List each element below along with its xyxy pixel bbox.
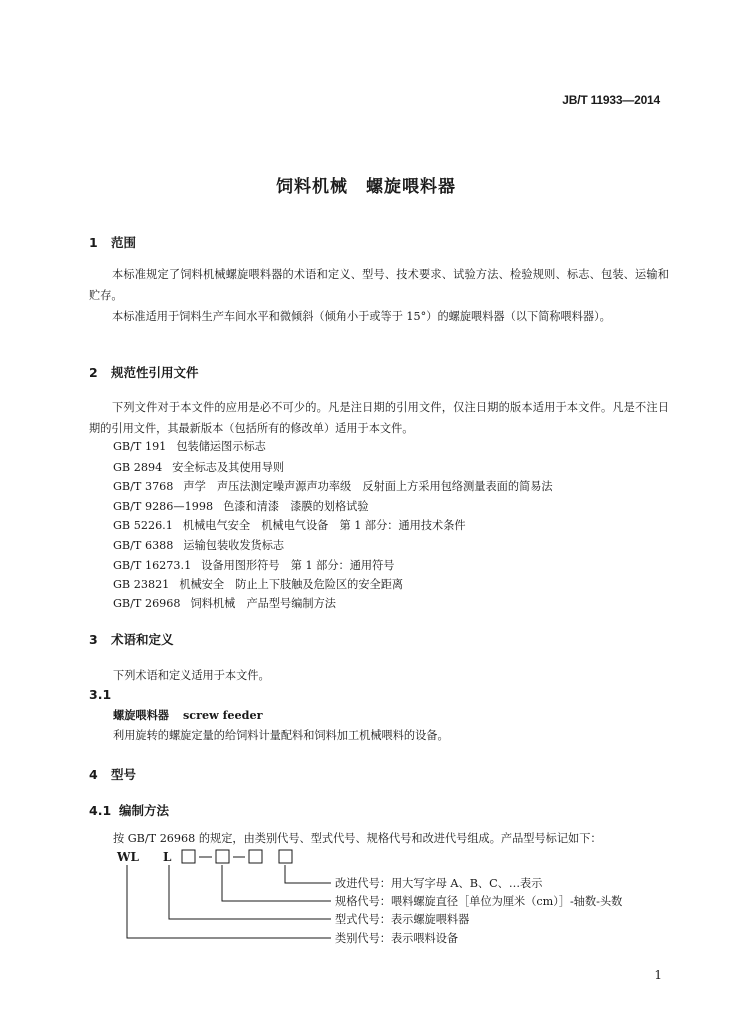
reference-item bbox=[113, 478, 553, 494]
reference-item bbox=[113, 576, 403, 592]
section-1-title: 范围 bbox=[111, 235, 137, 250]
leader-improvement bbox=[285, 865, 331, 883]
label-spec-code: 规格代号：喂料螺旋直径［单位为厘米（cm）］-轴数-头数 bbox=[335, 895, 623, 908]
reference-code: GB/T 6388 bbox=[113, 539, 174, 552]
section-4-heading bbox=[89, 765, 136, 783]
spec-box-3 bbox=[249, 850, 262, 863]
reference-title: 声学 声压法测定噪声源声功率级 反射面上方采用包络测量表面的简易法 bbox=[183, 480, 553, 493]
section-1-paragraph-1: 本标准规定了饲料机械螺旋喂料器的术语和定义、型号、技术要求、试验方法、检验规则、标志、包装、运输和贮存。 bbox=[89, 268, 669, 302]
label-improvement-code: 改进代号：用大写字母 A、B、C、…表示 bbox=[335, 877, 543, 890]
section-4-number: 4 bbox=[89, 767, 98, 782]
reference-item bbox=[113, 498, 369, 514]
clause-3-1-number: 3.1 bbox=[89, 687, 112, 702]
section-3-title: 术语和定义 bbox=[111, 632, 174, 647]
reference-code: GB/T 3768 bbox=[113, 480, 174, 493]
spec-box-1 bbox=[182, 850, 195, 863]
clause-4-1-title: 编制方法 bbox=[119, 803, 170, 818]
reference-title: 安全标志及其使用导则 bbox=[172, 461, 285, 474]
reference-code: GB 23821 bbox=[113, 578, 170, 591]
reference-item bbox=[113, 537, 284, 553]
section-4-paragraph-1: 按 GB/T 26968 的规定，由类别代号、型式代号、规格代号和改进代号组成。产品型号标记如下： bbox=[113, 832, 602, 845]
clause-4-1-heading bbox=[89, 801, 169, 819]
type-code: L bbox=[163, 850, 172, 864]
reference-item bbox=[113, 459, 284, 475]
reference-title: 运输包装收发货标志 bbox=[183, 539, 285, 552]
section-2-heading bbox=[89, 363, 199, 381]
clause-4-1-number: 4.1 bbox=[89, 803, 112, 818]
reference-code: GB/T 191 bbox=[113, 440, 167, 453]
label-type-code: 型式代号：表示螺旋喂料器 bbox=[335, 913, 470, 926]
term-definition: 利用旋转的螺旋定量的给饲料计量配料和饲料加工机械喂料的设备。 bbox=[113, 729, 449, 742]
section-1-paragraph-2: 本标准适用于饲料生产车间水平和微倾斜（倾角小于或等于 15°）的螺旋喂料器（以下简称喂料器）。 bbox=[112, 310, 611, 323]
reference-code: GB/T 26968 bbox=[113, 597, 181, 610]
reference-title: 饲料机械 产品型号编制方法 bbox=[190, 597, 336, 610]
reference-code: GB/T 9286—1998 bbox=[113, 500, 214, 513]
reference-title: 机械安全 防止上下肢触及危险区的安全距离 bbox=[179, 578, 404, 591]
section-1-heading bbox=[89, 233, 136, 251]
category-code: WL bbox=[117, 850, 139, 864]
model-designation-diagram bbox=[89, 848, 689, 958]
spec-box-2 bbox=[216, 850, 229, 863]
reference-code: GB 2894 bbox=[113, 461, 163, 474]
section-3-heading bbox=[89, 630, 174, 648]
reference-code: GB/T 16273.1 bbox=[113, 559, 192, 572]
standard-number: JB/T 11933—2014 bbox=[562, 93, 660, 107]
reference-title: 包装储运图示标志 bbox=[176, 440, 266, 453]
document-title: 饲料机械 螺旋喂料器 bbox=[276, 177, 456, 197]
reference-item bbox=[113, 557, 394, 573]
improvement-box bbox=[279, 850, 292, 863]
reference-title: 机械电气安全 机械电气设备 第 1 部分：通用技术条件 bbox=[182, 519, 466, 532]
section-3-number: 3 bbox=[89, 632, 98, 647]
section-2-title: 规范性引用文件 bbox=[111, 365, 199, 380]
section-1-number: 1 bbox=[89, 235, 98, 250]
section-2-number: 2 bbox=[89, 365, 98, 380]
section-2-paragraph-1: 下列文件对于本文件的应用是必不可少的。凡是注日期的引用文件，仅注日期的版本适用于本文件。凡是不注日期的引用文件，其最新版本（包括所有的修改单）适用于本文件。 bbox=[89, 401, 669, 435]
reference-code: GB 5226.1 bbox=[113, 519, 173, 532]
term-chinese: 螺旋喂料器 bbox=[113, 708, 169, 722]
reference-item bbox=[113, 595, 336, 611]
reference-title: 设备用图形符号 第 1 部分：通用符号 bbox=[201, 559, 395, 572]
reference-title: 色漆和清漆 漆膜的划格试验 bbox=[223, 500, 369, 513]
reference-item bbox=[113, 438, 266, 454]
term-english: screw feeder bbox=[182, 708, 263, 722]
term-entry bbox=[113, 707, 262, 723]
leader-type bbox=[169, 865, 331, 919]
section-4-title: 型号 bbox=[111, 767, 137, 782]
label-category-code: 类别代号：表示喂料设备 bbox=[335, 932, 459, 945]
reference-item bbox=[113, 517, 466, 533]
section-3-paragraph-1: 下列术语和定义适用于本文件。 bbox=[113, 669, 270, 682]
page-number: 1 bbox=[654, 968, 662, 982]
